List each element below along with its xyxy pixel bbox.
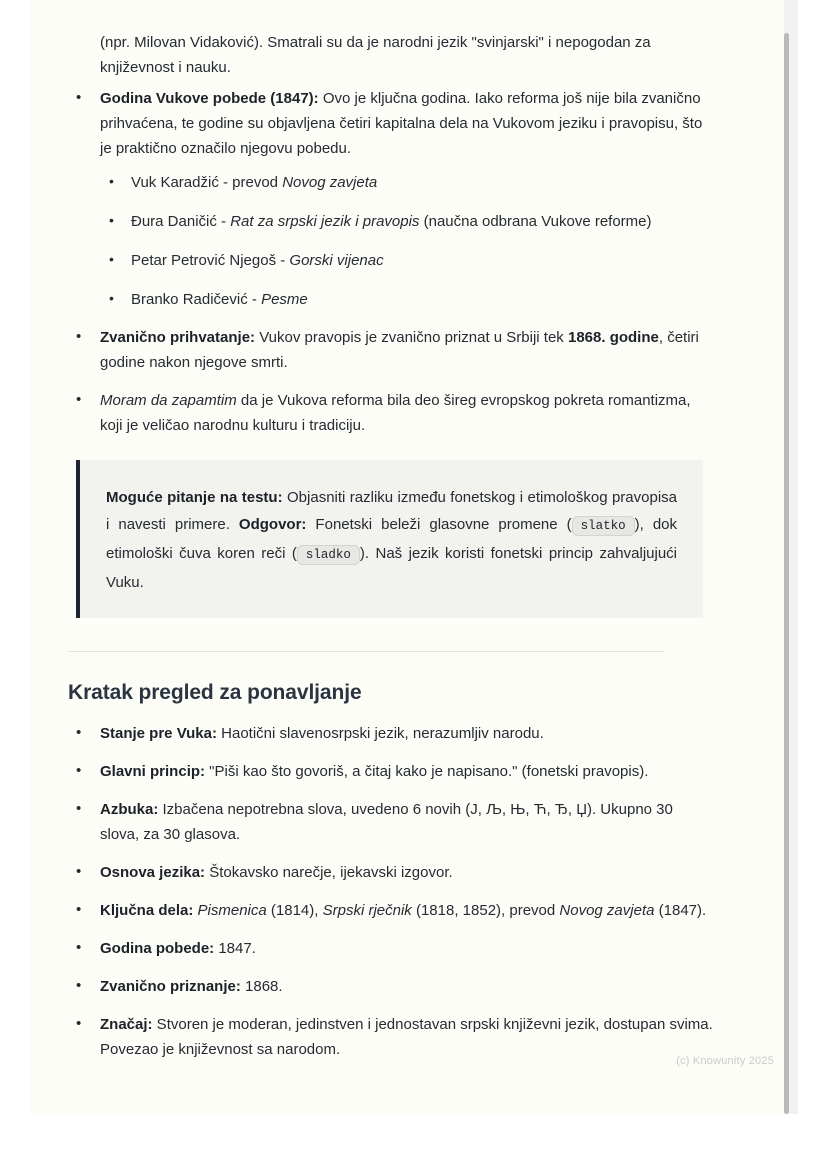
work-note: (naučna odbrana Vukove reforme) <box>419 213 652 230</box>
summary-item-label: Godina pobede: <box>100 940 215 957</box>
work-title: Novog zavjeta <box>559 902 655 919</box>
work-title: Rat za srpski jezik i pravopis <box>230 213 420 230</box>
summary-item-text: 1868. <box>240 978 283 995</box>
summary-item-text: Štokavsko narečje, ijekavski izgovor. <box>205 864 453 881</box>
summary-item-label: Osnova jezika: <box>100 864 206 881</box>
work-title: Srpski rječnik <box>322 902 412 919</box>
main-bullet-list <box>68 86 713 438</box>
list-item-text: Ovo je ključna godina. Iako reforma još nije bila zvanično prihvaćena, te godine su objavljena četiri kapitalna dela na Vukovom jeziku i pravopisu, što je praktično označilo njegovu pobedu. <box>100 90 703 157</box>
list-item-text: Vukov pravopis je zvanično priznat u Srbiji tek <box>255 329 568 346</box>
exam-question-callout <box>76 460 703 618</box>
callout-answer-part2: ), dok etimološki čuva koren reči ( <box>106 516 678 562</box>
list-item <box>68 325 713 375</box>
callout-answer-part3: ). Naš jezik koristi fonetski princip zahvaljujući Vuku. <box>106 545 677 591</box>
summary-item-label: Stanje pre Vuka: <box>100 725 217 742</box>
callout-answer-label: Odgovor: <box>238 516 307 533</box>
list-item <box>68 759 713 784</box>
vertical-scrollbar-thumb[interactable] <box>784 33 789 1114</box>
summary-item-text: (1818, 1852), prevod <box>411 902 560 919</box>
summary-item-label: Azbuka: <box>100 801 159 818</box>
work-title: Gorski vijenac <box>289 252 384 269</box>
summary-item-text: (1847). <box>654 902 707 919</box>
summary-item-text: Haotični slavenosrpski jezik, nerazumljiv narodu. <box>216 725 544 742</box>
summary-item-text: Izbačena nepotrebna slova, uvedeno 6 novih (J, Љ, Њ, Ћ, Ђ, Џ). Ukupno 30 slova, za 30 glasova. <box>100 801 673 843</box>
list-item <box>68 974 713 999</box>
document-page <box>30 0 753 1075</box>
intro-paragraph: (npr. Milovan Vidaković). Smatrali su da je narodni jezik "svinjarski" i nepogodan za književnost i nauku. <box>100 34 651 76</box>
summary-bullet-list <box>68 721 713 1062</box>
code-chip-slatko: slatko <box>572 516 635 536</box>
vertical-scrollbar-track[interactable] <box>784 0 798 1114</box>
document-content <box>30 0 753 1062</box>
list-item <box>100 287 713 312</box>
summary-item-label: Zvanično priznanje: <box>100 978 241 995</box>
callout-question-text: Objasniti razliku između fonetskog i etimološkog pravopisa i navesti primere. <box>106 489 677 533</box>
list-item-label: Godina Vukove pobede (1847): <box>100 90 319 107</box>
emphasis-year: 1868. godine <box>567 329 659 346</box>
summary-item-text: Stvoren je moderan, jedinstven i jednostavan srpski književni jezik, dostupan svima. Povezao je književnost sa narodom. <box>100 1016 713 1058</box>
list-item <box>100 170 713 195</box>
list-item <box>100 248 713 273</box>
list-item <box>68 721 713 746</box>
summary-item-label: Glavni princip: <box>100 763 206 780</box>
list-item-text-tail: , četiri godine nakon njegove smrti. <box>100 329 699 371</box>
work-author: Vuk Karadžić - prevod <box>131 174 283 191</box>
work-title: Pismenica <box>197 902 267 919</box>
summary-item-label: Značaj: <box>100 1016 153 1033</box>
nested-bullet-list <box>100 170 713 312</box>
list-item <box>68 936 713 961</box>
callout-answer-part1: Fonetski beleži glasovne promene ( <box>306 516 572 533</box>
summary-item-text: "Piši kao što govoriš, a čitaj kako je napisano." (fonetski pravopis). <box>205 763 649 780</box>
work-title: Novog zavjeta <box>282 174 378 191</box>
summary-heading: Kratak pregled za ponavljanje <box>68 681 362 704</box>
document-viewport <box>30 0 798 1114</box>
list-item <box>68 1012 713 1062</box>
list-item-label: Zvanično prihvatanje: <box>100 329 256 346</box>
remember-lead: Moram da zapamtim <box>100 392 237 409</box>
summary-item-text: (1814), <box>266 902 323 919</box>
list-item-text: da je Vukova reforma bila deo šireg evropskog pokreta romantizma, koji je veličao narodnu kulturu i tradiciju. <box>100 392 691 434</box>
list-item <box>100 209 713 234</box>
work-author: Branko Radičević - <box>131 291 262 308</box>
copyright-watermark: (c) Knowunity 2025 <box>676 1055 774 1067</box>
summary-item-label: Ključna dela: <box>100 902 194 919</box>
code-chip-sladko: sladko <box>297 545 360 565</box>
callout-question-label: Moguće pitanje na testu: <box>106 489 283 506</box>
list-item <box>68 797 713 847</box>
list-item <box>68 388 713 438</box>
summary-item-text: 1847. <box>214 940 256 957</box>
work-author: Đura Daničić - <box>131 213 231 230</box>
list-item <box>68 898 713 923</box>
work-author: Petar Petrović Njegoš - <box>131 252 290 269</box>
work-title: Pesme <box>261 291 308 308</box>
list-item <box>68 860 713 885</box>
section-divider <box>68 651 665 652</box>
list-item <box>68 86 713 312</box>
